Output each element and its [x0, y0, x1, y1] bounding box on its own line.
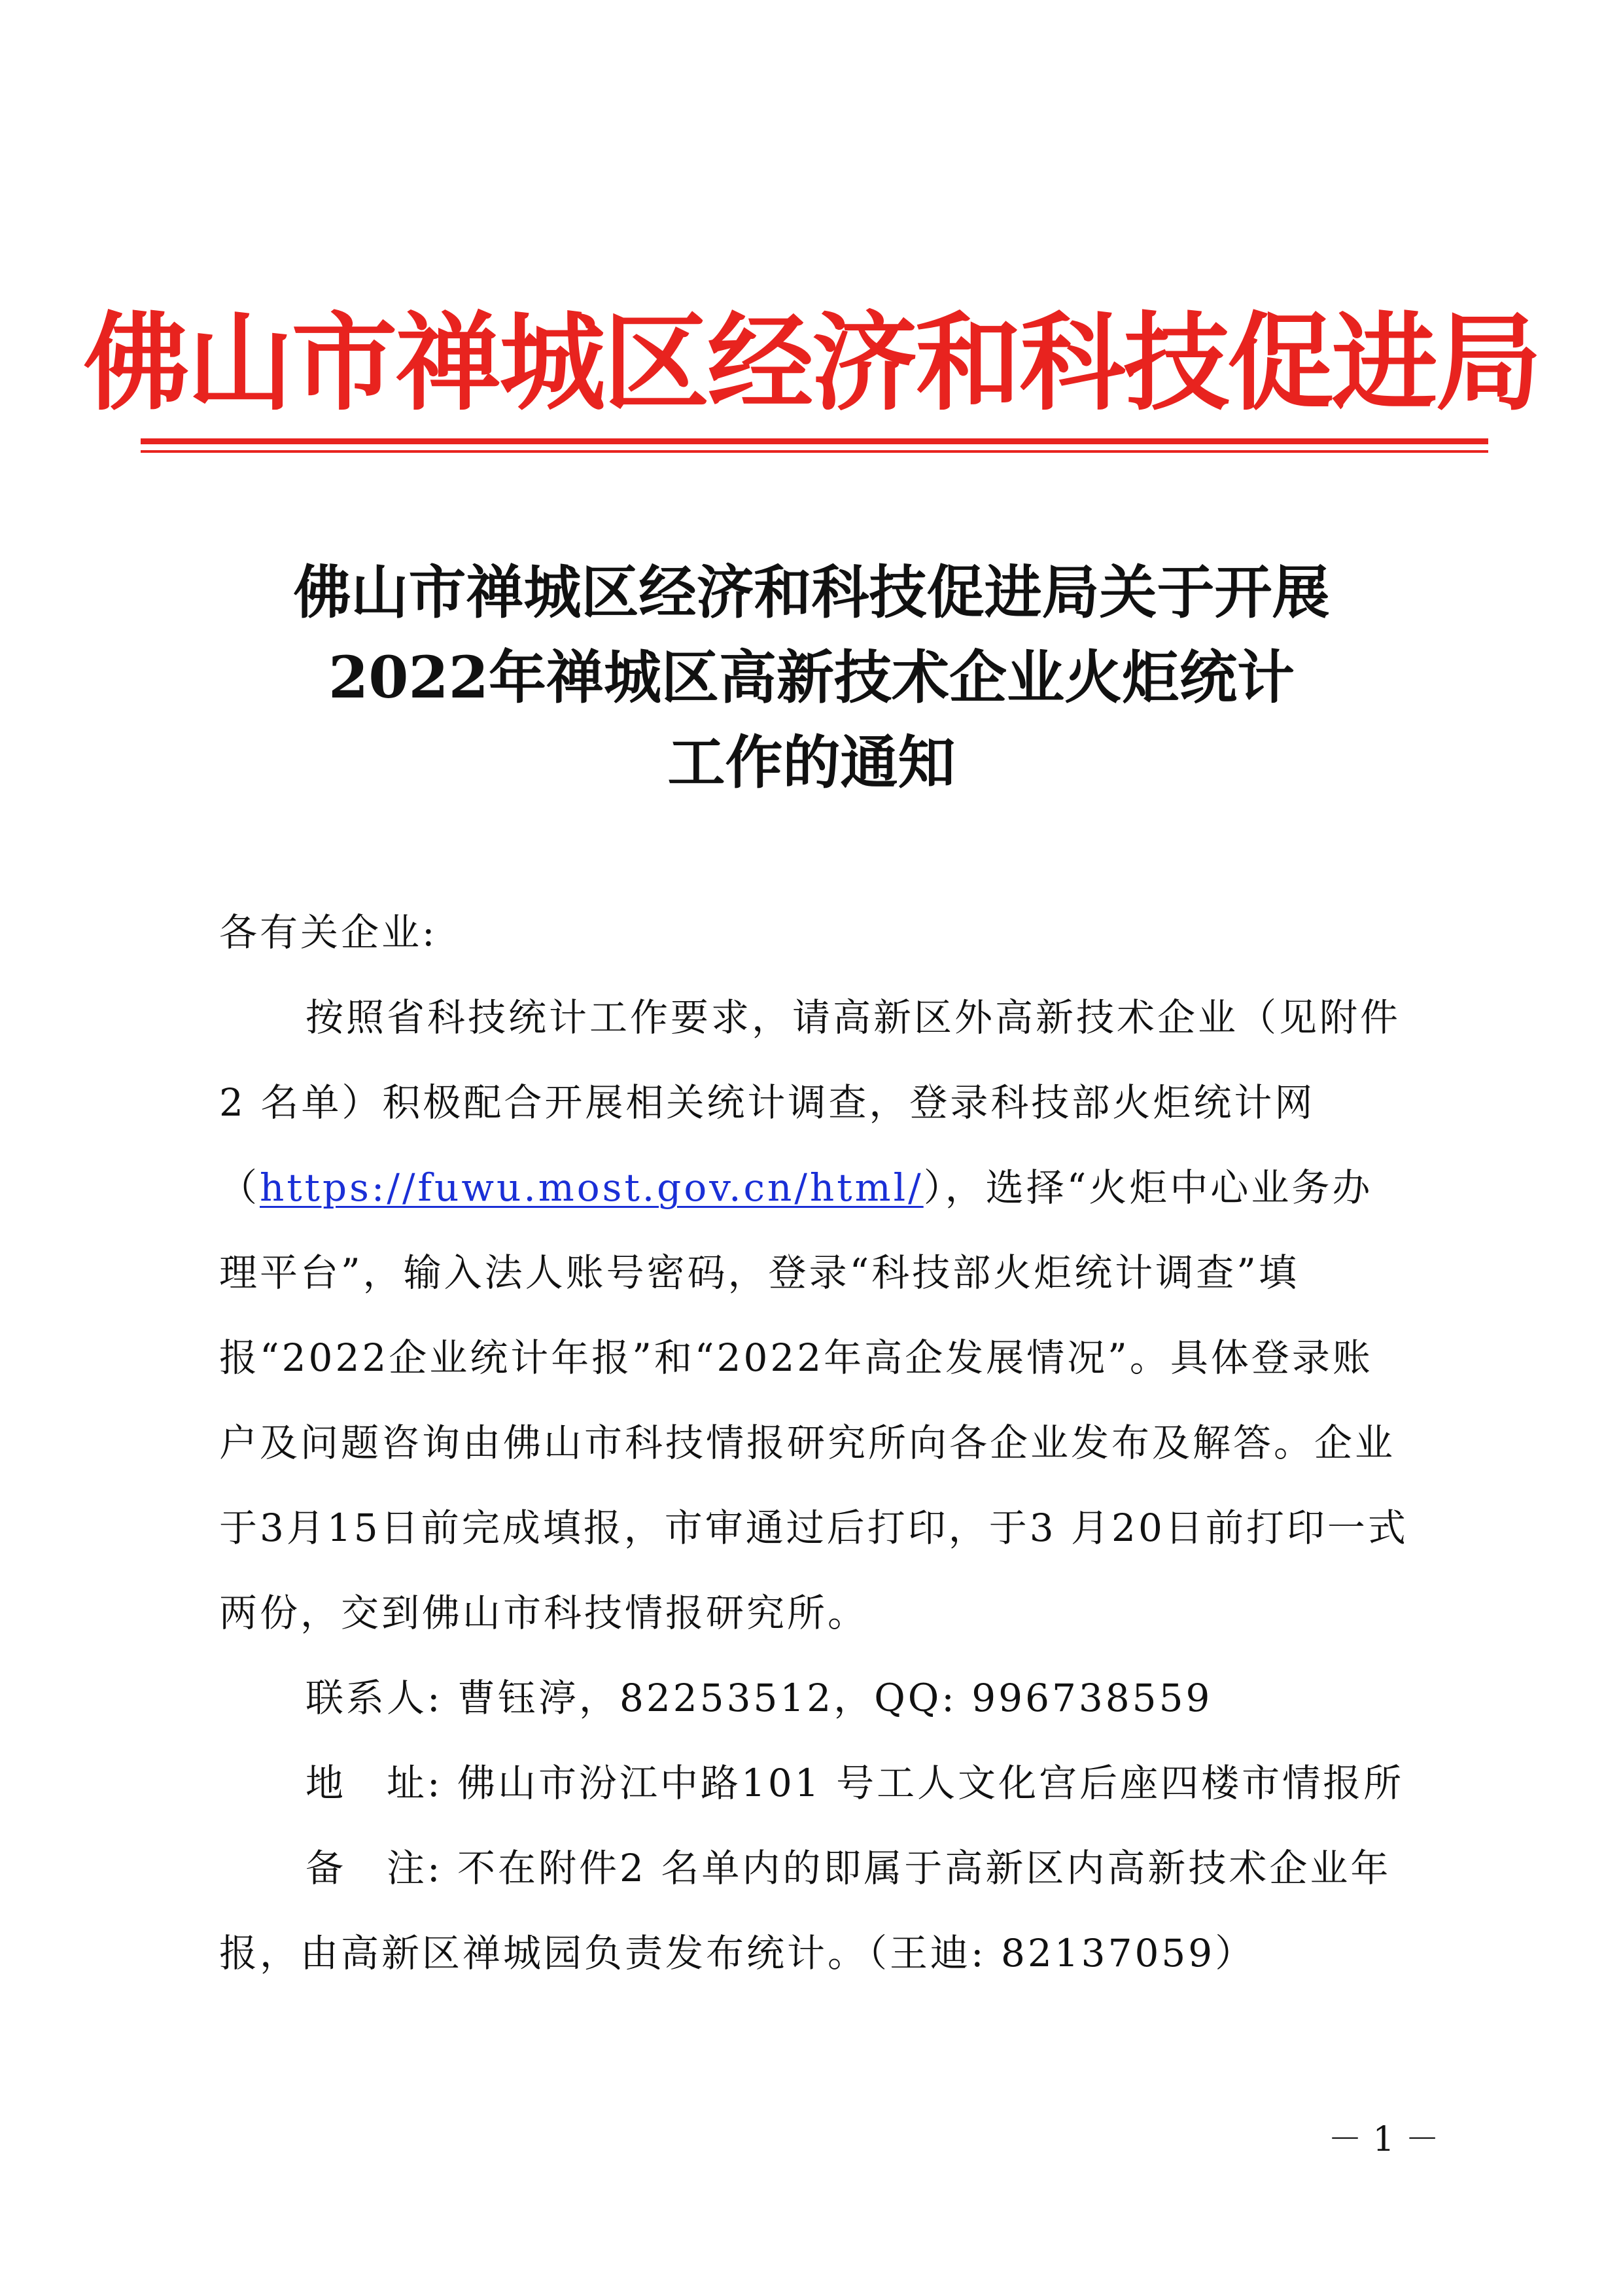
document-body	[219, 890, 1410, 1996]
letterhead-rule-thick	[141, 438, 1488, 444]
page-number: － 1 －	[1328, 2120, 1440, 2159]
paragraph-instructions	[219, 975, 1410, 1655]
address-line: 地 址: 佛山市汾江中路101 号工人文化宫后座四楼市情报所	[305, 1761, 1405, 1805]
salutation: 各有关企业:	[219, 910, 438, 955]
paragraph-instructions-text-start: 按照省科技统计工作要求，请高新区外高新技术企业（见附件2 名单）积极配合开展相关统计调查，登录科技部火炬统计网（	[219, 995, 1401, 1210]
title-line-1: 佛山市禅城区经济和科技促进局关于开展	[293, 558, 1330, 626]
contact-line: 联系人: 曹钰渟，82253512，QQ: 996738559	[305, 1676, 1213, 1720]
letterhead-org-name: 佛山市禅城区经济和科技促进局	[83, 301, 1540, 425]
letterhead-rule-thin	[141, 450, 1488, 453]
note-line: 备 注: 不在附件2 名单内的即属于高新区内高新技术企业年报，由高新区禅城园负责发布统计。（王迪: 82137059）	[219, 1846, 1391, 1975]
torch-statistics-link[interactable]: https://fuwu.most.gov.cn/html/	[260, 1165, 924, 1210]
paragraph-instructions-text-end: ），选择“火炬中心业务办理平台”，输入法人账号密码，登录“科技部火炬统计调查”填报“2022企业统计年报”和“2022年高企发展情况”。具体登录账户及问题咨询由佛山市科技情报研究所向各企业发布及解答。企业于3月15日前完成填报，市审通过后打印，于3 月20日前打印一式两份，交到佛山市科技情报研究所。	[219, 1165, 1408, 1635]
document-title	[0, 550, 1623, 805]
title-line-3: 工作的通知	[667, 728, 956, 796]
title-line-2: 2022年禅城区高新技术企业火炬统计	[328, 643, 1295, 711]
